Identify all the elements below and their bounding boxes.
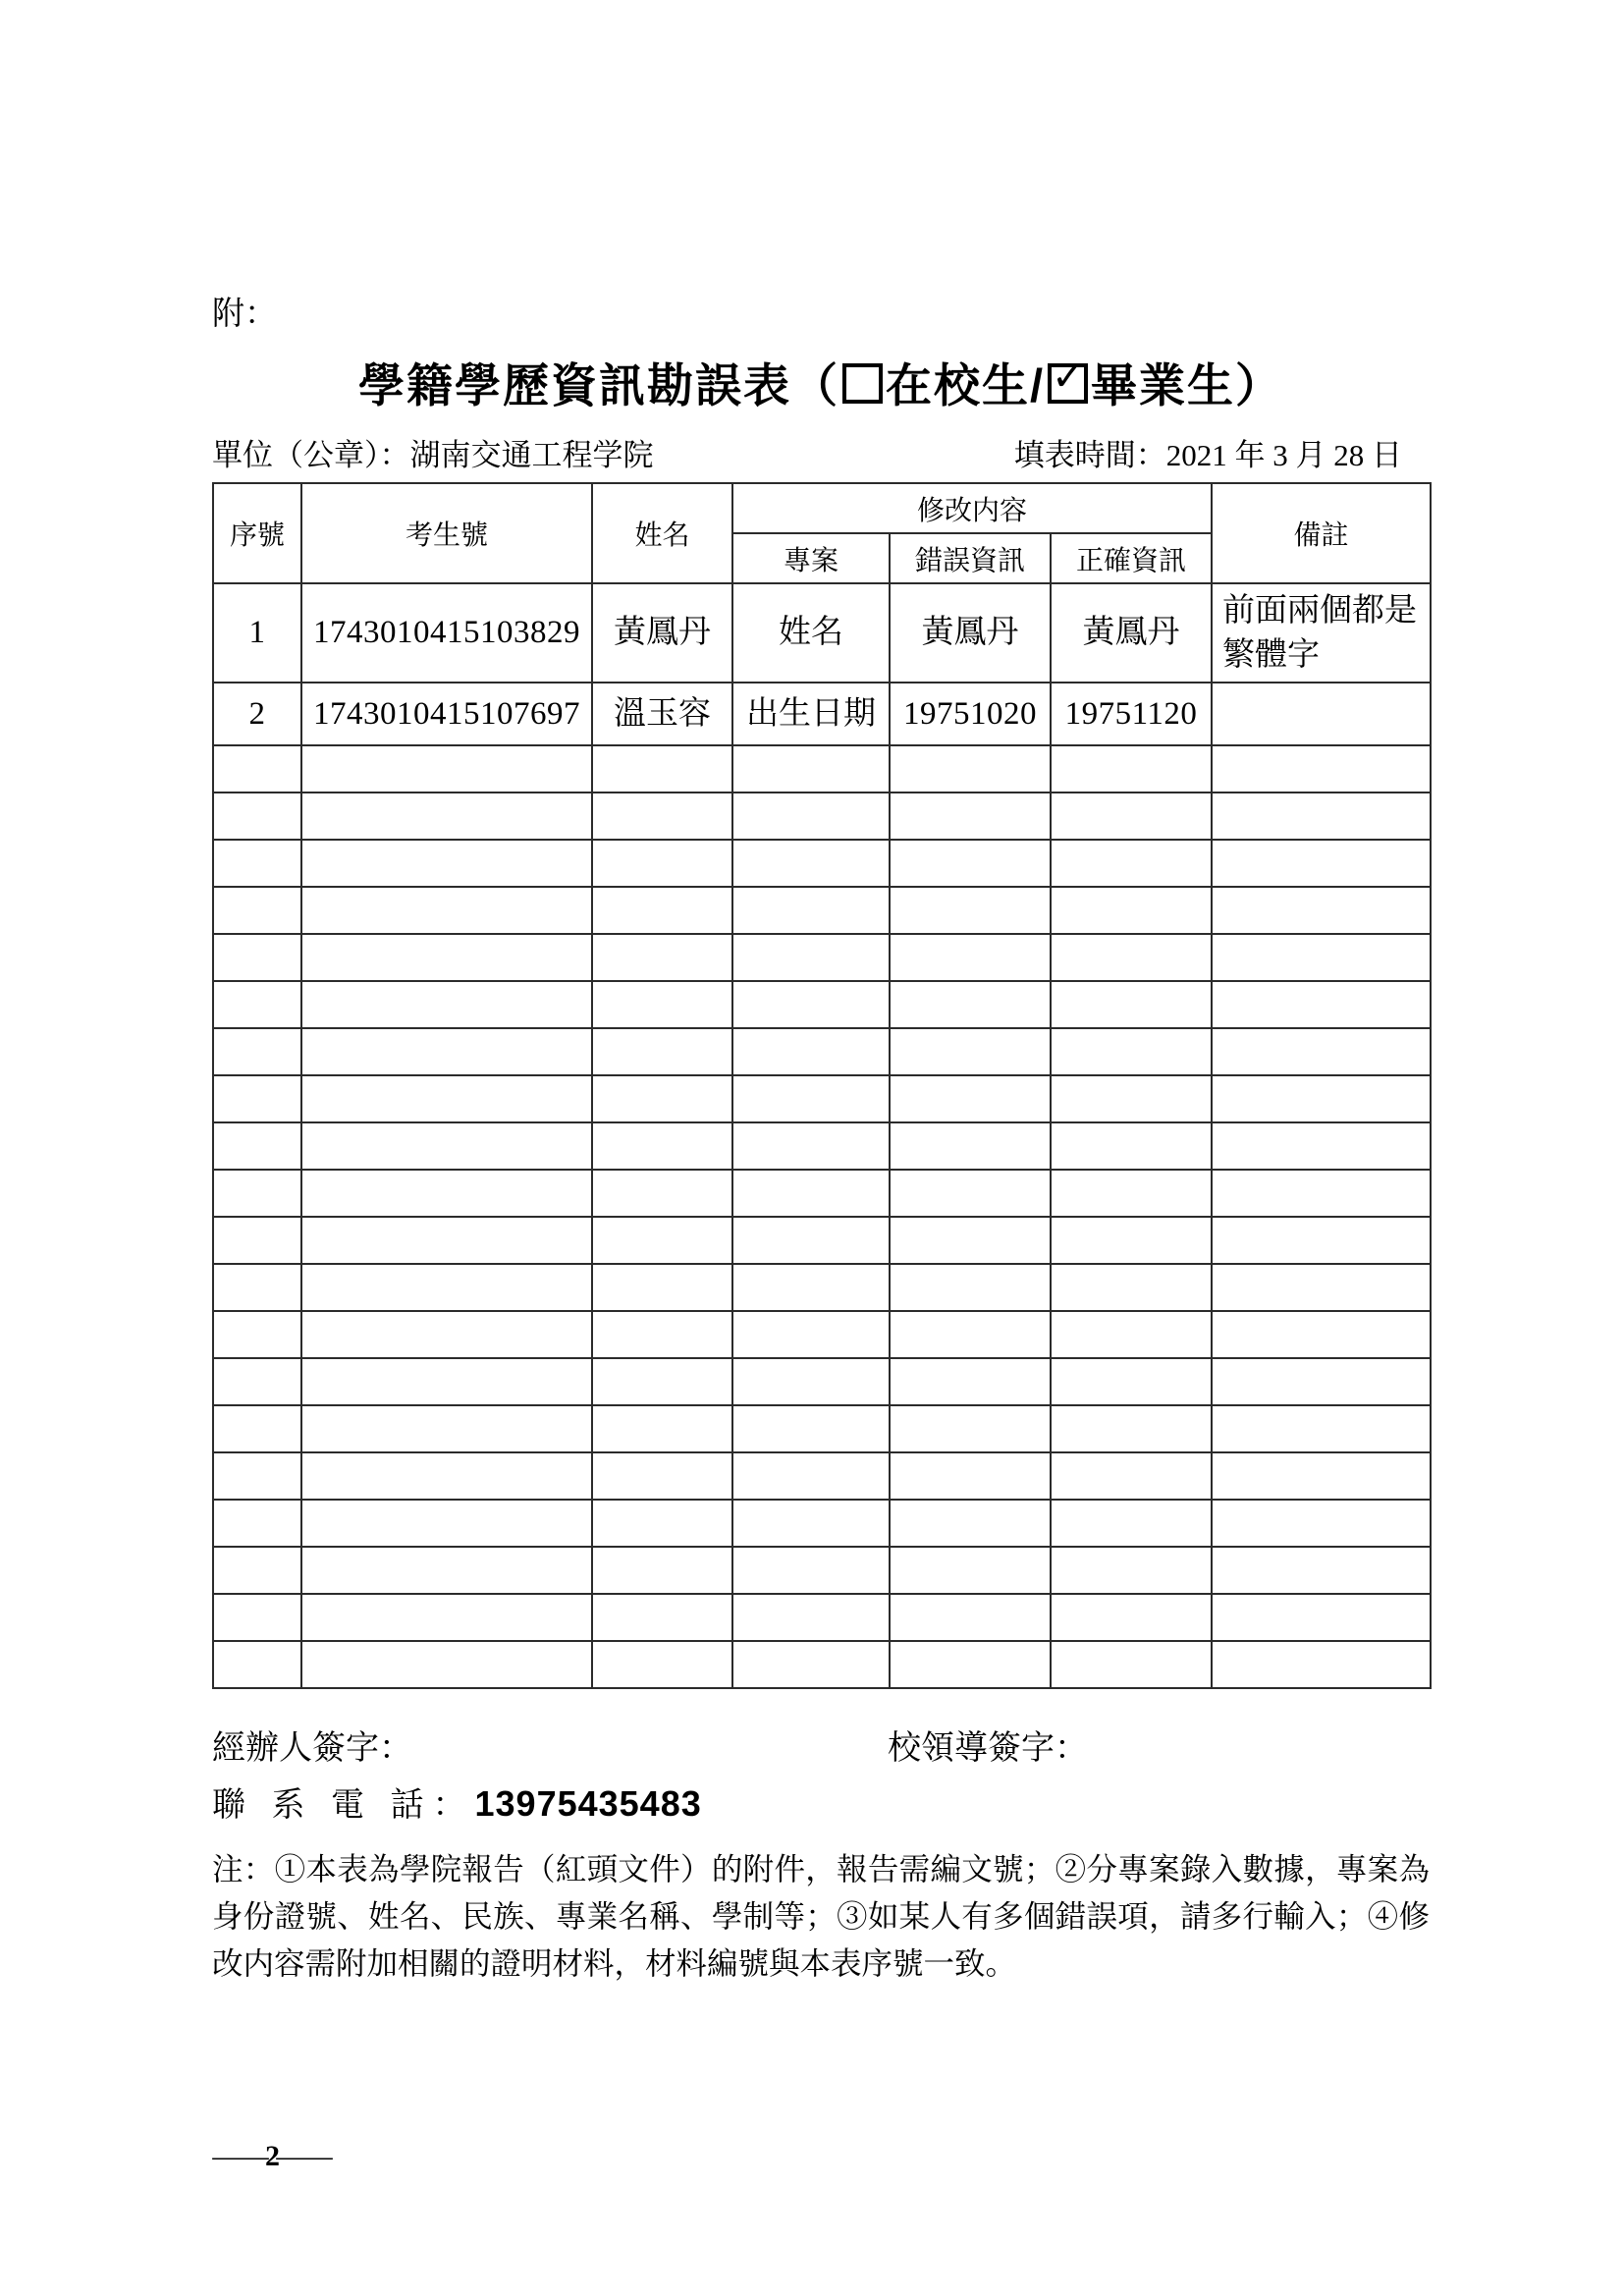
table-row-empty (213, 1547, 1431, 1594)
cell-empty (301, 793, 592, 840)
cell-empty (213, 1358, 301, 1405)
cell-empty (1212, 1028, 1431, 1075)
cell-empty (301, 1405, 592, 1452)
cell-empty (732, 840, 890, 887)
cell-empty (213, 934, 301, 981)
cell-empty (1212, 1358, 1431, 1405)
cell-empty (592, 1217, 732, 1264)
cell-empty (890, 1075, 1051, 1122)
date-label: 填表時間： (1013, 438, 1166, 472)
table-row-empty (213, 1170, 1431, 1217)
cell-empty (1051, 1594, 1212, 1641)
cell-empty (890, 840, 1051, 887)
cell-empty (213, 840, 301, 887)
cell-empty (213, 1122, 301, 1170)
cell-empty (1212, 840, 1431, 887)
table-row (213, 583, 1431, 683)
header-wrong: 錯誤資訊 (890, 533, 1051, 583)
cell-empty (890, 1122, 1051, 1170)
title-option-graduate: 畢業生 (1091, 359, 1236, 411)
table-row-empty (213, 840, 1431, 887)
header-remark: 備註 (1212, 483, 1431, 583)
cell-wrong: 19751020 (890, 683, 1051, 745)
cell-empty (213, 1264, 301, 1311)
table-row-empty (213, 745, 1431, 793)
cell-empty (1051, 1028, 1212, 1075)
cell-empty (732, 1500, 890, 1547)
cell-empty (301, 745, 592, 793)
table-row-empty (213, 1028, 1431, 1075)
cell-empty (213, 745, 301, 793)
cell-empty (1212, 1264, 1431, 1311)
cell-item: 姓名 (732, 583, 890, 683)
page-title (212, 350, 1430, 415)
cell-empty (1051, 1264, 1212, 1311)
cell-empty (732, 1264, 890, 1311)
cell-empty (592, 840, 732, 887)
cell-empty (890, 745, 1051, 793)
cell-empty (1051, 1217, 1212, 1264)
table-header (213, 483, 1431, 583)
page-number (212, 2139, 333, 2174)
cell-empty (1212, 1594, 1431, 1641)
table-row-empty (213, 934, 1431, 981)
cell-empty (890, 1500, 1051, 1547)
cell-empty (1212, 793, 1431, 840)
cell-empty (732, 1170, 890, 1217)
cell-empty (732, 1452, 890, 1500)
cell-empty (1212, 934, 1431, 981)
cell-empty (592, 1122, 732, 1170)
cell-wrong: 黃鳳丹 (890, 583, 1051, 683)
table-row-empty (213, 1405, 1431, 1452)
cell-empty (732, 981, 890, 1028)
cell-empty (1051, 887, 1212, 934)
table-row-empty (213, 1641, 1431, 1688)
cell-empty (592, 1264, 732, 1311)
cell-empty (1051, 1547, 1212, 1594)
cell-remark (1212, 683, 1431, 745)
cell-empty (890, 1547, 1051, 1594)
cell-seq: 2 (213, 683, 301, 745)
cell-empty (301, 1358, 592, 1405)
cell-empty (592, 1405, 732, 1452)
cell-empty (1212, 981, 1431, 1028)
cell-empty (732, 1594, 890, 1641)
table-row-empty (213, 1122, 1431, 1170)
cell-empty (592, 1358, 732, 1405)
title-close-paren: ） (1235, 359, 1284, 411)
cell-empty (301, 1311, 592, 1358)
cell-empty (213, 981, 301, 1028)
date-field (1014, 437, 1402, 474)
cell-empty (1212, 1452, 1431, 1500)
cell-empty (301, 840, 592, 887)
cell-empty (592, 1028, 732, 1075)
cell-empty (213, 1217, 301, 1264)
cell-candidate-no: 1743010415107697 (301, 683, 592, 745)
cell-empty (1212, 1641, 1431, 1688)
page-number-value: 2 (265, 2140, 280, 2172)
cell-empty (213, 1547, 301, 1594)
table-row-empty (213, 1217, 1431, 1264)
table-row-empty (213, 1452, 1431, 1500)
cell-empty (1051, 1405, 1212, 1452)
cell-empty (301, 1594, 592, 1641)
cell-empty (592, 1452, 732, 1500)
cell-empty (213, 1028, 301, 1075)
cell-empty (592, 745, 732, 793)
date-value: 2021 年 3 月 28 日 (1165, 438, 1402, 472)
cell-empty (890, 1594, 1051, 1641)
title-slash: / (1029, 359, 1046, 411)
table-row-empty (213, 1264, 1431, 1311)
cell-empty (213, 1311, 301, 1358)
cell-empty (1212, 1217, 1431, 1264)
cell-seq: 1 (213, 583, 301, 683)
cell-empty (592, 1075, 732, 1122)
cell-empty (732, 934, 890, 981)
cell-empty (213, 1075, 301, 1122)
leader-signature-label: 校領導簽字： (888, 1730, 1088, 1768)
cell-empty (890, 1358, 1051, 1405)
unit-label: 單位（公章）： (212, 438, 410, 472)
cell-empty (1212, 1547, 1431, 1594)
cell-empty (1051, 934, 1212, 981)
cell-empty (732, 1311, 890, 1358)
phone-row (212, 1783, 1430, 1827)
title-option-enrolled: 在校生 (885, 359, 1030, 411)
table-row-empty (213, 1594, 1431, 1641)
unit-field (212, 437, 654, 474)
cell-empty (732, 1547, 890, 1594)
cell-empty (213, 1452, 301, 1500)
title-open-paren: （ (790, 359, 839, 411)
cell-empty (592, 1311, 732, 1358)
cell-empty (1051, 1452, 1212, 1500)
table-row-empty (213, 1311, 1431, 1358)
cell-empty (301, 1217, 592, 1264)
cell-empty (592, 981, 732, 1028)
cell-empty (1051, 793, 1212, 840)
cell-empty (890, 1405, 1051, 1452)
cell-empty (301, 1122, 592, 1170)
cell-remark: 前面兩個都是繁體字 (1212, 583, 1431, 683)
title-main: 學籍學歷資訊勘誤表 (357, 359, 791, 411)
meta-row (212, 437, 1430, 474)
cell-empty (592, 1500, 732, 1547)
cell-empty (1212, 745, 1431, 793)
cell-empty (1051, 981, 1212, 1028)
table-row-empty (213, 793, 1431, 840)
table-row-empty (213, 981, 1431, 1028)
cell-empty (1212, 1075, 1431, 1122)
cell-empty (890, 1028, 1051, 1075)
table-row-empty (213, 1500, 1431, 1547)
header-name: 姓名 (592, 483, 732, 583)
cell-empty (213, 887, 301, 934)
cell-empty (592, 934, 732, 981)
cell-empty (592, 887, 732, 934)
cell-empty (890, 1452, 1051, 1500)
page-number-dash-right: — (276, 2140, 333, 2172)
cell-empty (301, 1264, 592, 1311)
cell-empty (1212, 1500, 1431, 1547)
correction-table (212, 482, 1432, 1689)
cell-empty (301, 1500, 592, 1547)
cell-empty (213, 1405, 301, 1452)
cell-empty (213, 793, 301, 840)
cell-empty (592, 1594, 732, 1641)
cell-empty (301, 1547, 592, 1594)
phone-value: 13975435483 (474, 1783, 702, 1825)
cell-correct: 19751120 (1051, 683, 1212, 745)
cell-empty (890, 887, 1051, 934)
cell-item: 出生日期 (732, 683, 890, 745)
cell-empty (592, 1547, 732, 1594)
cell-name: 黃鳳丹 (592, 583, 732, 683)
cell-empty (1051, 1500, 1212, 1547)
cell-empty (1212, 1311, 1431, 1358)
cell-empty (1051, 1641, 1212, 1688)
cell-empty (890, 1217, 1051, 1264)
cell-empty (301, 934, 592, 981)
cell-empty (732, 745, 890, 793)
header-item: 專案 (732, 533, 890, 583)
cell-empty (732, 793, 890, 840)
cell-empty (890, 1641, 1051, 1688)
cell-empty (1051, 840, 1212, 887)
cell-empty (732, 1358, 890, 1405)
cell-correct: 黃鳳丹 (1051, 583, 1212, 683)
cell-empty (592, 1170, 732, 1217)
table-row (213, 683, 1431, 745)
cell-empty (1051, 1170, 1212, 1217)
cell-empty (301, 887, 592, 934)
page-number-dash-left: — (212, 2140, 269, 2172)
cell-empty (301, 1452, 592, 1500)
cell-empty (1212, 1122, 1431, 1170)
phone-label: 聯 系 電 話： (212, 1787, 475, 1825)
cell-empty (1212, 887, 1431, 934)
attachment-label: 附： (212, 297, 277, 332)
cell-empty (592, 1641, 732, 1688)
cell-empty (732, 1028, 890, 1075)
cell-empty (213, 1170, 301, 1217)
cell-empty (732, 887, 890, 934)
cell-empty (890, 981, 1051, 1028)
cell-empty (732, 1641, 890, 1688)
cell-candidate-no: 1743010415103829 (301, 583, 592, 683)
cell-empty (1051, 1358, 1212, 1405)
cell-empty (732, 1075, 890, 1122)
cell-empty (301, 1028, 592, 1075)
cell-empty (213, 1594, 301, 1641)
cell-empty (213, 1500, 301, 1547)
cell-empty (213, 1641, 301, 1688)
cell-empty (301, 1641, 592, 1688)
cell-name: 溫玉容 (592, 683, 732, 745)
cell-empty (1051, 1311, 1212, 1358)
cell-empty (732, 1122, 890, 1170)
table-row-empty (213, 887, 1431, 934)
cell-empty (1051, 1122, 1212, 1170)
checkbox-graduate-icon (1048, 355, 1088, 404)
document-content (212, 295, 1430, 1988)
cell-empty (890, 1264, 1051, 1311)
check-mark-icon: ✓ (1052, 355, 1087, 400)
table-row-empty (213, 1075, 1431, 1122)
handler-signature-label: 經辦人簽字： (212, 1730, 412, 1768)
table-row-empty (213, 1358, 1431, 1405)
header-modify-group: 修改内容 (732, 483, 1212, 533)
cell-empty (1051, 745, 1212, 793)
cell-empty (890, 934, 1051, 981)
cell-empty (592, 793, 732, 840)
cell-empty (890, 1311, 1051, 1358)
header-seq: 序號 (213, 483, 301, 583)
cell-empty (301, 981, 592, 1028)
signature-row (212, 1728, 1430, 1770)
cell-empty (732, 1217, 890, 1264)
table-body (213, 583, 1431, 1688)
header-correct: 正確資訊 (1051, 533, 1212, 583)
note-text: 注：①本表為學院報告（紅頭文件）的附件，報告需編文號；②分專案錄入數據，專案為身份證號、姓名、民族、專業名稱、學制等；③如某人有多個錯誤項，請多行輸入；④修改内容需附加相關的證明材料，材料編號與本表序號一致。 (212, 1852, 1430, 1982)
cell-empty (890, 793, 1051, 840)
checkbox-enrolled-icon (842, 363, 883, 404)
cell-empty (301, 1075, 592, 1122)
cell-empty (1212, 1405, 1431, 1452)
cell-empty (890, 1170, 1051, 1217)
unit-value: 湖南交通工程学院 (409, 438, 654, 472)
cell-empty (1212, 1170, 1431, 1217)
cell-empty (301, 1170, 592, 1217)
header-candidate-no: 考生號 (301, 483, 592, 583)
cell-empty (732, 1405, 890, 1452)
cell-empty (1051, 1075, 1212, 1122)
